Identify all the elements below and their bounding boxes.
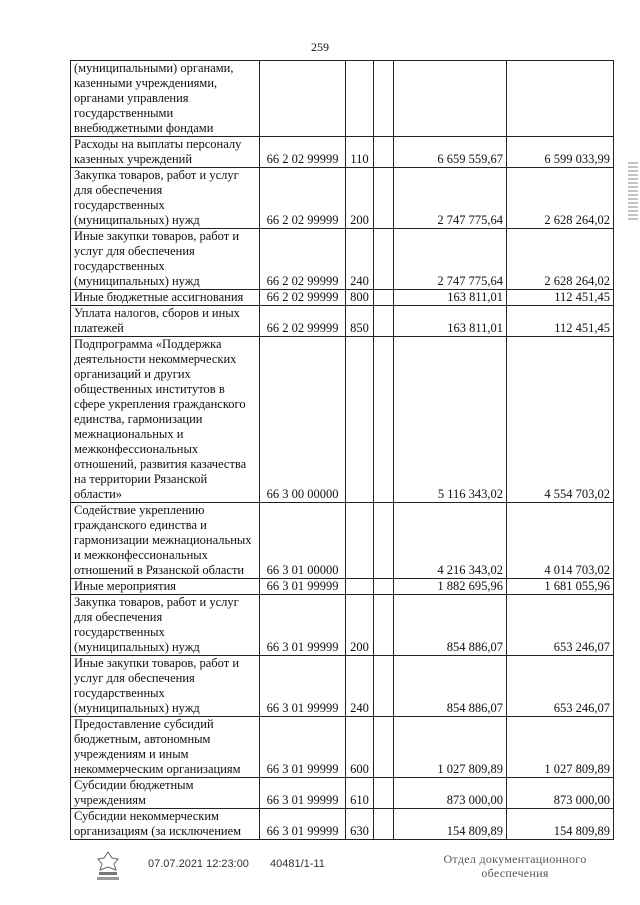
row-expense-type: 240 [346,656,374,717]
dept-line-1: Отдел документационного [443,852,587,866]
row-sum-planned: 163 811,01 [394,290,507,306]
row-expense-type: 630 [346,809,374,840]
row-code: 66 2 02 99999 [260,229,346,290]
row-code: 66 3 01 99999 [260,717,346,778]
row-code: 66 3 01 99999 [260,595,346,656]
row-code: 66 3 01 00000 [260,503,346,579]
row-sum-actual: 6 599 033,99 [507,137,614,168]
row-sum-actual: 653 246,07 [507,595,614,656]
row-sum-actual: 2 628 264,02 [507,168,614,229]
row-sum-actual [507,61,614,137]
row-sum-actual: 873 000,00 [507,778,614,809]
table-row [71,306,614,337]
footer-department-stamp [420,852,610,880]
row-blank [374,717,394,778]
row-expense-type [346,337,374,503]
footer-date: 07.07.2021 12:23:00 [148,858,249,870]
row-name: Субсидии бюджетным учреждениям [71,778,260,809]
row-sum-planned: 854 886,07 [394,656,507,717]
row-expense-type: 800 [346,290,374,306]
row-sum-planned: 1 882 695,96 [394,579,507,595]
row-expense-type: 200 [346,168,374,229]
row-sum-planned: 154 809,89 [394,809,507,840]
row-name: Иные закупки товаров, работ и услуг для обеспечения государственных (муниципальных) нужд [71,656,260,717]
table-row [71,717,614,778]
page-footer [0,850,640,890]
row-sum-planned: 873 000,00 [394,778,507,809]
row-sum-actual: 4 554 703,02 [507,337,614,503]
row-sum-actual: 112 451,45 [507,290,614,306]
row-name: Закупка товаров, работ и услуг для обеспечения государственных (муниципальных) нужд [71,168,260,229]
row-blank [374,137,394,168]
row-expense-type: 610 [346,778,374,809]
row-blank [374,778,394,809]
row-sum-planned: 5 116 343,02 [394,337,507,503]
row-sum-actual: 112 451,45 [507,306,614,337]
row-sum-planned: 2 747 775,64 [394,168,507,229]
row-expense-type: 850 [346,306,374,337]
row-blank [374,306,394,337]
row-name: Иные бюджетные ассигнования [71,290,260,306]
row-sum-planned: 854 886,07 [394,595,507,656]
row-sum-actual: 2 628 264,02 [507,229,614,290]
row-code: 66 3 01 99999 [260,656,346,717]
row-expense-type: 600 [346,717,374,778]
row-sum-actual: 1 681 055,96 [507,579,614,595]
table-row [71,579,614,595]
emblem-icon [92,850,124,884]
page-number: 259 [311,40,329,54]
budget-table [70,60,614,840]
row-name: Иные мероприятия [71,579,260,595]
row-expense-type: 240 [346,229,374,290]
footer-doc-number: 40481/1-11 [270,858,325,870]
row-blank [374,503,394,579]
row-blank [374,595,394,656]
row-sum-planned: 6 659 559,67 [394,137,507,168]
table-row [71,503,614,579]
row-sum-actual: 1 027 809,89 [507,717,614,778]
row-name: Закупка товаров, работ и услуг для обеспечения государственных (муниципальных) нужд [71,595,260,656]
row-name: Подпрограмма «Поддержка деятельности некоммерческих организаций и других общественных институтов в сфере укрепления гражданского единства, гармонизации межнациональных и межконфессиональных отношений, развития казачества на территории Рязанской области» [71,337,260,503]
table-row [71,337,614,503]
row-expense-type [346,579,374,595]
row-blank [374,337,394,503]
row-name: Содействие укреплению гражданского единства и гармонизации межнациональных и межконфессиональных отношений в Рязанской области [71,503,260,579]
dept-line-2: обеспечения [481,866,549,880]
margin-scan-mark [628,160,638,220]
row-code: 66 3 01 99999 [260,778,346,809]
row-name: Иные закупки товаров, работ и услуг для обеспечения государственных (муниципальных) нужд [71,229,260,290]
row-name: Субсидии некоммерческим организациям (за исключением [71,809,260,840]
row-code: 66 2 02 99999 [260,137,346,168]
row-code: 66 3 01 99999 [260,809,346,840]
row-blank [374,61,394,137]
row-blank [374,290,394,306]
row-blank [374,656,394,717]
row-blank [374,809,394,840]
table-row [71,61,614,137]
row-expense-type [346,503,374,579]
row-sum-planned: 1 027 809,89 [394,717,507,778]
row-blank [374,579,394,595]
row-sum-planned: 163 811,01 [394,306,507,337]
table-row [71,595,614,656]
table-row [71,809,614,840]
row-blank [374,168,394,229]
row-code: 66 2 02 99999 [260,168,346,229]
table-row [71,778,614,809]
row-code: 66 3 01 99999 [260,579,346,595]
row-name: Уплата налогов, сборов и иных платежей [71,306,260,337]
row-expense-type: 200 [346,595,374,656]
row-name: Предоставление субсидий бюджетным, автономным учреждениям и иным некоммерческим организациям [71,717,260,778]
table-row [71,229,614,290]
row-code: 66 2 02 99999 [260,290,346,306]
row-code: 66 2 02 99999 [260,306,346,337]
row-code: 66 3 00 00000 [260,337,346,503]
row-code [260,61,346,137]
row-sum-actual: 154 809,89 [507,809,614,840]
row-sum-planned [394,61,507,137]
table-row [71,168,614,229]
row-sum-actual: 653 246,07 [507,656,614,717]
table-row [71,290,614,306]
table-row [71,137,614,168]
row-expense-type [346,61,374,137]
row-expense-type: 110 [346,137,374,168]
row-blank [374,229,394,290]
row-name: (муниципальными) органами, казенными учреждениями, органами управления государственными внебюджетными фондами [71,61,260,137]
row-name: Расходы на выплаты персоналу казенных учреждений [71,137,260,168]
table-row [71,656,614,717]
row-sum-planned: 2 747 775,64 [394,229,507,290]
row-sum-planned: 4 216 343,02 [394,503,507,579]
row-sum-actual: 4 014 703,02 [507,503,614,579]
